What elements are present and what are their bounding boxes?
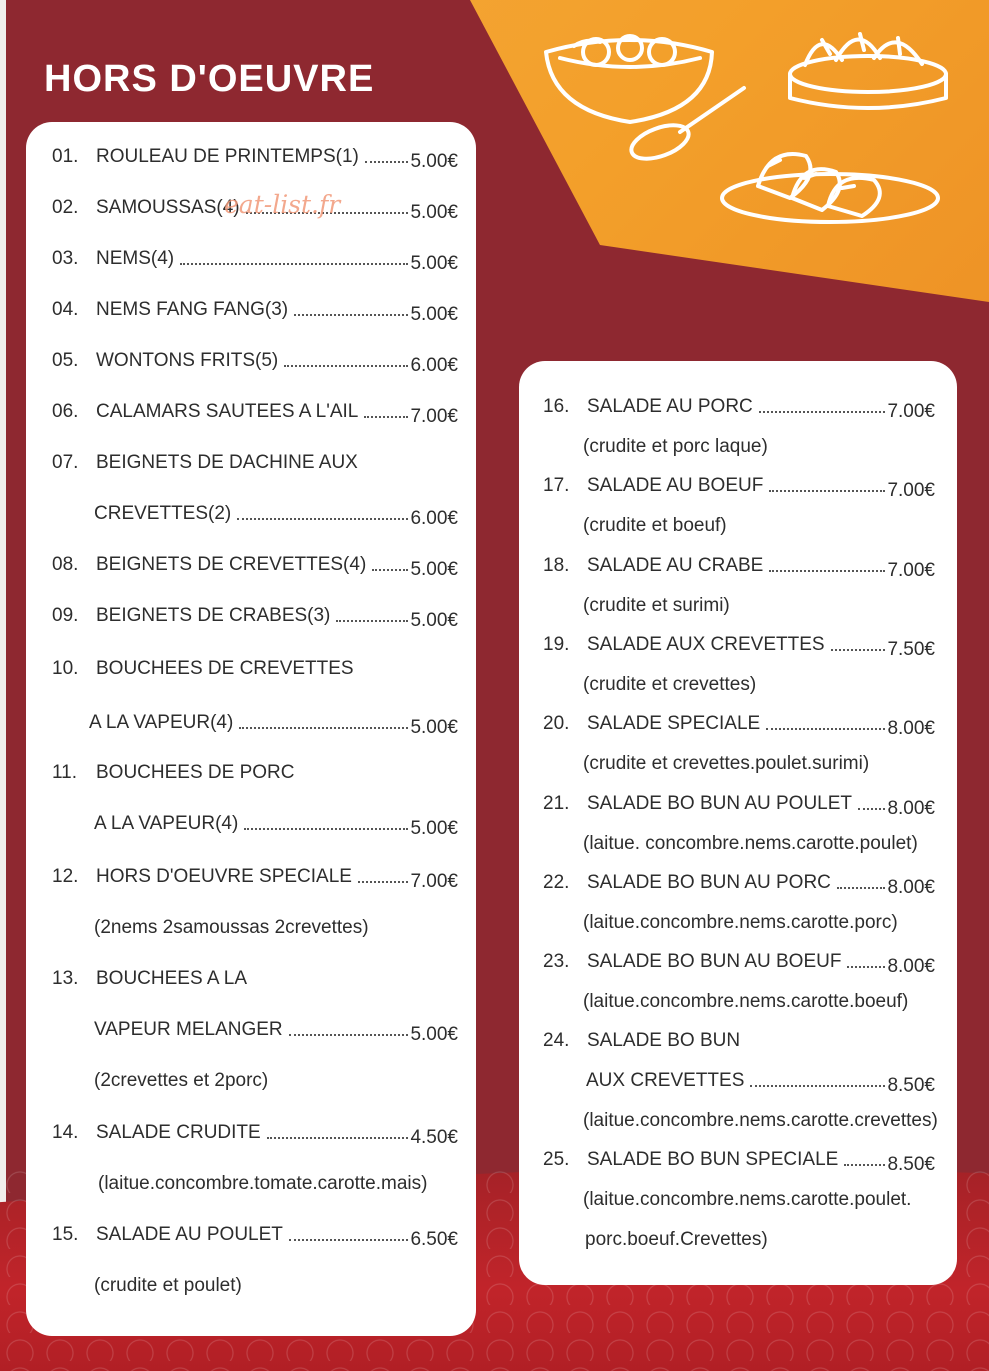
item-number: 10. <box>52 658 79 679</box>
menu-item-row <box>52 968 247 990</box>
menu-item-row <box>52 1224 458 1250</box>
item-name: SALADE AU BOEUF <box>587 475 764 497</box>
item-name: HORS D'OEUVRE SPECIALE <box>96 866 352 887</box>
menu-item-row <box>543 792 935 819</box>
item-description: (crudite et porc laque) <box>583 436 768 457</box>
item-name: SALADE BO BUN SPECIALE <box>587 1149 839 1171</box>
item-description: (laitue.concombre.tomate.carotte.mais) <box>98 1173 428 1194</box>
dot-leader <box>837 887 886 889</box>
item-description: (laitue.concombre.nems.carotte.poulet. <box>583 1189 912 1211</box>
item-name: SALADE SPECIALE <box>587 713 761 735</box>
item-price: 5.00€ <box>410 151 458 172</box>
menu-item-row <box>543 1149 935 1176</box>
item-price: 5.00€ <box>410 202 458 223</box>
item-name: ROULEAU DE PRINTEMPS(1) <box>96 146 359 167</box>
dot-leader <box>844 1164 885 1166</box>
item-number: 14. <box>52 1122 79 1143</box>
dot-leader <box>284 365 408 367</box>
item-name: NEMS FANG FANG(3) <box>96 299 289 320</box>
item-price: 5.00€ <box>410 559 458 580</box>
dot-leader <box>336 620 408 622</box>
menu-item-row <box>94 813 458 839</box>
item-price: 6.00€ <box>410 508 458 529</box>
item-number: 04. <box>52 299 79 320</box>
menu-item-row <box>52 605 458 631</box>
item-name: SALADE AU PORC <box>587 396 753 417</box>
menu-item-row <box>543 554 935 581</box>
item-description: (laitue. concombre.nems.carotte.poulet) <box>583 832 918 854</box>
dot-leader <box>847 966 885 968</box>
item-number: 11. <box>52 762 78 783</box>
item-price: 6.50€ <box>410 1229 458 1250</box>
dot-leader <box>244 828 408 830</box>
item-description: (laitue.concombre.nems.carotte.porc) <box>583 911 898 933</box>
item-description: (crudite et crevettes.poulet.surimi) <box>583 753 870 775</box>
dot-leader <box>769 570 885 572</box>
dot-leader <box>372 569 408 571</box>
item-price: 8.00€ <box>887 876 935 898</box>
item-price: 5.00€ <box>410 610 458 631</box>
item-number: 18. <box>543 554 570 576</box>
item-name: NEMS(4) <box>96 248 175 269</box>
menu-item-row <box>89 712 458 738</box>
item-price: 7.50€ <box>887 638 935 660</box>
menu-item-row <box>52 401 458 427</box>
item-name: BEIGNETS DE CRABES(3) <box>96 605 331 626</box>
item-price: 6.00€ <box>410 355 458 376</box>
menu-item-row <box>543 396 935 422</box>
dot-leader <box>237 518 408 520</box>
item-name: BOUCHEES A LA <box>96 968 248 989</box>
item-name: AUX CREVETTES <box>586 1070 745 1092</box>
item-number: 25. <box>543 1149 570 1171</box>
dot-leader <box>766 728 885 730</box>
item-description: (crudite et boeuf) <box>583 515 727 537</box>
dot-leader <box>289 1239 409 1241</box>
spoon-icon <box>627 88 744 165</box>
menu-item-row <box>52 658 354 680</box>
item-number: 22. <box>543 871 570 893</box>
item-name: BOUCHEES DE PORC <box>96 762 295 783</box>
item-number: 15. <box>52 1224 79 1245</box>
item-name: SALADE BO BUN AU PORC <box>587 871 831 893</box>
item-price: 8.50€ <box>887 1154 935 1176</box>
dot-leader <box>365 161 409 163</box>
item-number: 23. <box>543 951 570 973</box>
item-name: SALADE AU CRABE <box>587 554 764 576</box>
item-number: 02. <box>52 197 79 218</box>
item-price: 7.00€ <box>410 406 458 427</box>
item-description: (crudite et poulet) <box>94 1275 242 1296</box>
item-name: VAPEUR MELANGER <box>94 1019 283 1040</box>
item-price: 7.00€ <box>887 401 935 422</box>
dot-leader <box>289 1034 409 1036</box>
menu-item-row <box>52 866 458 892</box>
menu-item-row <box>52 248 458 274</box>
menu-item-row <box>94 503 458 529</box>
menu-item-row <box>52 350 458 376</box>
dot-leader <box>180 263 408 265</box>
menu-item-row <box>52 146 458 172</box>
dot-leader <box>364 416 408 418</box>
item-price: 7.00€ <box>410 871 458 892</box>
item-price: 8.00€ <box>887 956 935 978</box>
item-number: 07. <box>52 452 79 473</box>
item-name: BOUCHEES DE CREVETTES <box>96 658 354 679</box>
item-price: 4.50€ <box>410 1127 458 1148</box>
item-price: 7.00€ <box>887 559 935 581</box>
item-description: (2crevettes et 2porc) <box>94 1070 269 1091</box>
item-name: A LA VAPEUR(4) <box>94 813 239 834</box>
item-name: SALADE AUX CREVETTES <box>587 633 825 655</box>
item-number: 16. <box>543 396 570 417</box>
watermark: eat-list.fr <box>224 190 341 219</box>
item-number: 06. <box>52 401 79 422</box>
dot-leader <box>267 1137 409 1139</box>
menu-item-row <box>52 299 458 325</box>
menu-item-row <box>94 1019 458 1045</box>
item-name: SALADE BO BUN AU POULET <box>587 792 853 814</box>
item-name: SALADE CRUDITE <box>96 1122 261 1143</box>
dot-leader <box>294 314 408 316</box>
menu-card-right <box>519 361 957 1285</box>
dot-leader <box>769 490 885 492</box>
item-number: 13. <box>52 968 79 989</box>
menu-item-row <box>543 871 935 898</box>
item-name: BEIGNETS DE CREVETTES(4) <box>96 554 367 575</box>
item-description: porc.boeuf.Crevettes) <box>585 1229 768 1251</box>
item-description: (laitue.concombre.nems.carotte.boeuf) <box>583 991 909 1013</box>
item-number: 08. <box>52 554 79 575</box>
item-number: 09. <box>52 605 79 626</box>
item-name: SAMOUSSAS(4) <box>96 197 240 218</box>
item-description: (2nems 2samoussas 2crevettes) <box>94 917 369 938</box>
menu-item-row <box>52 554 458 580</box>
item-number: 05. <box>52 350 79 371</box>
item-number: 03. <box>52 248 79 269</box>
item-number: 21. <box>543 792 570 814</box>
item-price: 5.00€ <box>410 304 458 325</box>
soup-bowl-icon <box>546 36 712 122</box>
menu-item-row <box>586 1070 935 1097</box>
item-name: SALADE AU POULET <box>96 1224 283 1245</box>
item-name: CREVETTES(2) <box>94 503 232 524</box>
item-description: (laitue.concombre.nems.carotte.crevettes) <box>583 1110 938 1132</box>
item-price: 8.00€ <box>887 797 935 819</box>
item-price: 8.50€ <box>887 1075 935 1097</box>
item-price: 5.00€ <box>410 818 458 839</box>
menu-item-row <box>52 762 294 784</box>
item-price: 5.00€ <box>410 717 458 738</box>
menu-item-row <box>52 1122 458 1148</box>
item-description: (crudite et surimi) <box>583 594 730 616</box>
menu-item-row <box>543 713 935 740</box>
item-price: 8.00€ <box>887 718 935 740</box>
item-number: 17. <box>543 475 570 497</box>
food-illustration <box>530 10 950 230</box>
item-number: 01. <box>52 146 79 167</box>
menu-card-left <box>26 122 476 1336</box>
menu-item-row <box>543 633 935 660</box>
item-name: SALADE BO BUN AU BOEUF <box>587 951 842 973</box>
item-name: SALADE BO BUN <box>587 1030 741 1052</box>
item-price: 7.00€ <box>887 480 935 502</box>
item-name: CALAMARS SAUTEES A L'AIL <box>96 401 359 422</box>
item-name: A LA VAPEUR(4) <box>89 712 234 733</box>
dot-leader <box>358 881 408 883</box>
menu-item-row <box>52 452 358 474</box>
item-price: 5.00€ <box>410 1024 458 1045</box>
dot-leader <box>831 649 886 651</box>
dot-leader <box>759 411 886 413</box>
dot-leader <box>239 727 408 729</box>
steamer-basket-icon <box>790 34 946 108</box>
page-title: HORS D'OEUVRE <box>44 58 375 100</box>
item-number: 19. <box>543 633 570 655</box>
dumpling-plate-icon <box>722 154 938 222</box>
menu-item-row <box>543 951 935 978</box>
item-number: 24. <box>543 1030 570 1052</box>
dot-leader <box>750 1085 885 1087</box>
item-name: BEIGNETS DE DACHINE AUX <box>96 452 358 473</box>
item-price: 5.00€ <box>410 253 458 274</box>
item-number: 12. <box>52 866 79 887</box>
item-name: WONTONS FRITS(5) <box>96 350 279 371</box>
item-number: 20. <box>543 713 570 735</box>
item-description: (crudite et crevettes) <box>583 673 757 695</box>
menu-item-row <box>543 1030 740 1052</box>
dot-leader <box>858 808 885 810</box>
menu-item-row <box>543 475 935 502</box>
